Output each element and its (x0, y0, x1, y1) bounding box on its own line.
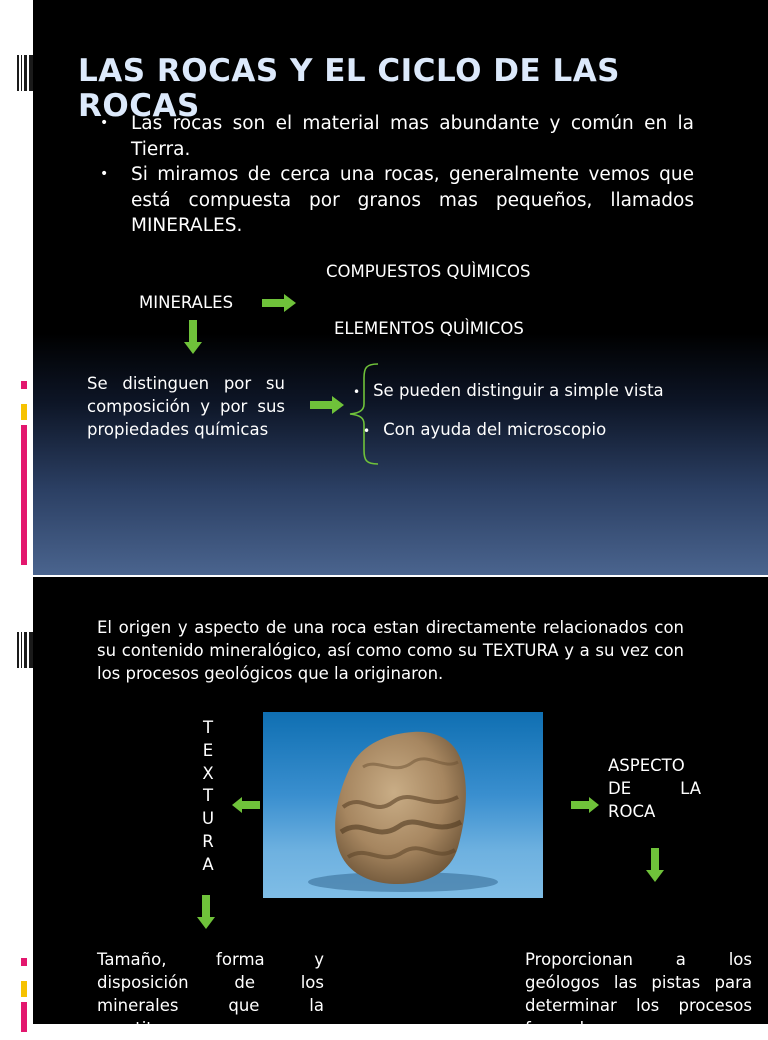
accent-yellow (21, 404, 27, 420)
textura-letter: T (202, 718, 214, 737)
origin-paragraph: El origen y aspecto de una roca estan directamente relacionados con su contenido mineralógico, así como como su TEXTURA y a su vez con los procesos geológicos que la originaron. (97, 618, 684, 683)
textura-vertical (199, 717, 217, 877)
decorative-lines (17, 55, 33, 91)
accent-pink-bar (21, 1002, 27, 1032)
elementos-label: ELEMENTOS QUÌMICOS (334, 319, 524, 338)
brace-icon (346, 362, 380, 466)
arrow-right-icon (310, 396, 344, 414)
tamano-text: Tamaño, forma y disposición de los minerales que la constituyen (97, 950, 324, 1038)
proporcionan-text: Proporcionan a los geólogos las pistas para determinar los procesos formadores (525, 950, 752, 1038)
arrow-down-icon (197, 895, 215, 929)
compuestos-label: COMPUESTOS QUÌMICOS (326, 262, 531, 281)
textura-letter: U (201, 809, 215, 829)
textura-letter: R (202, 831, 214, 851)
rock-photo (263, 712, 543, 898)
arrow-left-icon (232, 797, 260, 813)
accent-pink (21, 381, 27, 389)
textura-letter: A (202, 854, 214, 874)
sub-bullet-1: • Se pueden distinguir a simple vista (353, 381, 664, 400)
accent-yellow (21, 981, 27, 997)
rock-image (263, 712, 543, 898)
slide-title: LAS ROCAS Y EL CICLO DE LAS ROCAS (78, 53, 621, 124)
arrow-right-icon (262, 294, 296, 312)
intro-bullets (100, 111, 694, 239)
minerales-label: MINERALES (139, 293, 234, 312)
arrow-right-icon (571, 797, 599, 813)
accent-pink-bar (21, 425, 27, 565)
decorative-lines (17, 632, 33, 668)
sub-bullet-2: • Con ayuda del microscopio (363, 420, 607, 439)
textura-letter: E (202, 740, 214, 760)
aspecto-label: ASPECTO DE LA ROCA (608, 756, 701, 821)
textura-letter: T (202, 786, 214, 806)
bullet-item: • Si miramos de cerca una rocas, generalmente vemos que está compuesta por granos mas pequeños, llamados MINERALES. (100, 162, 694, 239)
accent-pink (21, 958, 27, 966)
slide-2 (0, 577, 768, 1038)
arrow-down-icon (184, 320, 202, 354)
arrow-down-icon (646, 848, 664, 882)
bullet-item: • Las rocas son el material mas abundante y común en la Tierra. (100, 111, 694, 162)
distinguen-text: Se distinguen por su composición y por sus propiedades químicas (87, 374, 285, 439)
textura-letter: X (202, 763, 214, 783)
